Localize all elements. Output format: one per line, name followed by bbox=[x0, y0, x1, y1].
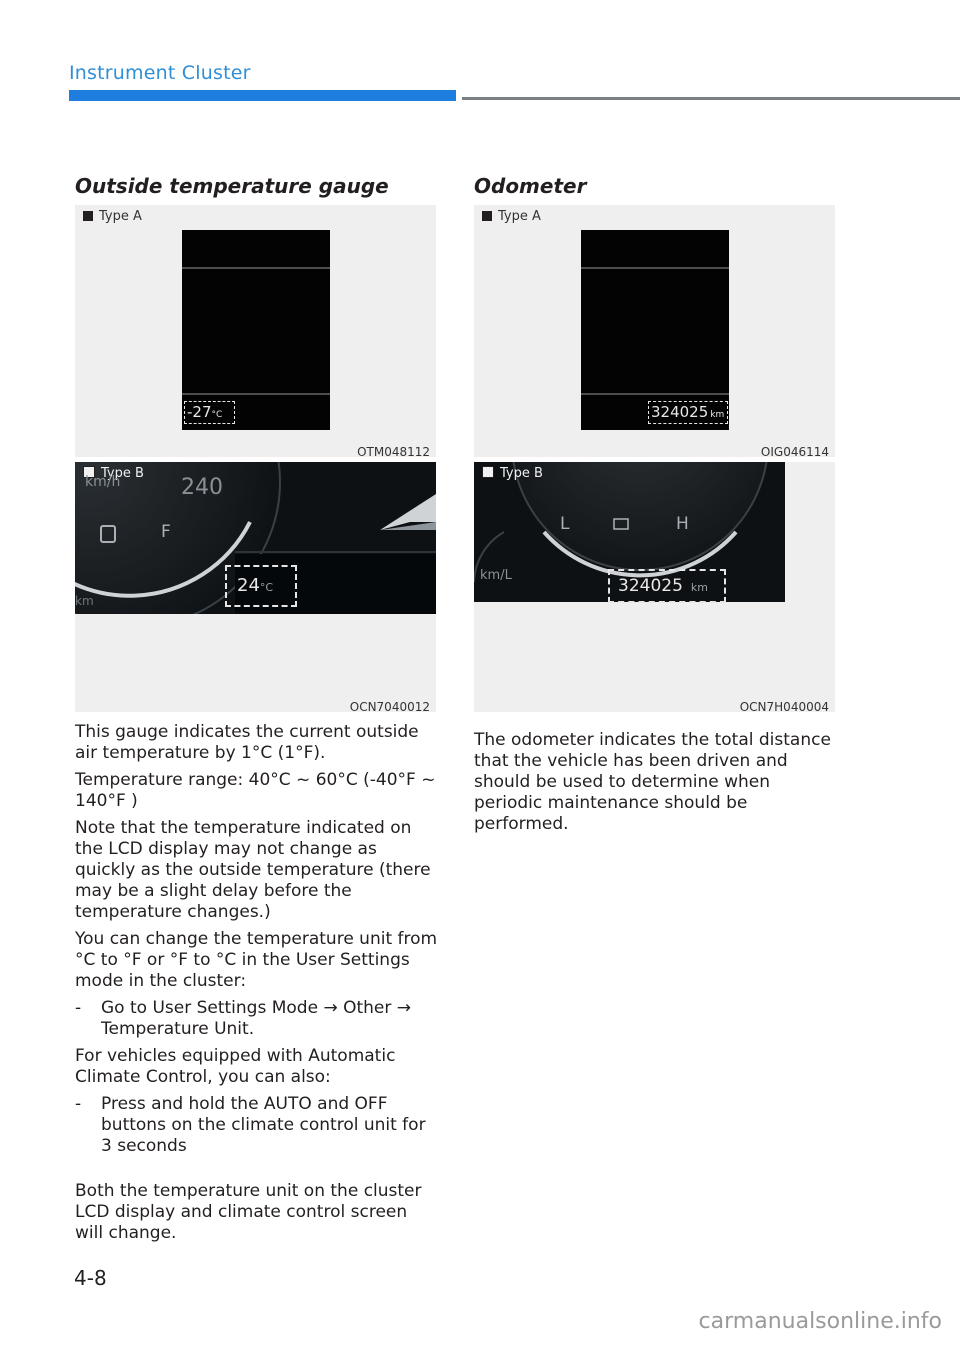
econ-unit: km/L bbox=[480, 568, 512, 583]
paragraph: Note that the temperature indicated on the LCD display may not change as quickly as the outside temperature (there may be a slight delay before the temperature changes.) bbox=[75, 818, 431, 922]
figure-code: OCN7040012 bbox=[349, 700, 430, 714]
type-a-label: Type A bbox=[482, 209, 541, 224]
figure-code: OCN7H040004 bbox=[739, 700, 829, 714]
watermark: carmanualsonline.info bbox=[698, 1309, 942, 1334]
square-bullet-icon bbox=[482, 211, 492, 221]
bullet-item: - Go to User Settings Mode → Other → Temperature Unit. bbox=[75, 998, 412, 1039]
type-b-label: Type B bbox=[83, 466, 144, 481]
header-rule-grey bbox=[462, 97, 960, 100]
odo-unit: km bbox=[75, 594, 94, 608]
odometer-description bbox=[474, 730, 834, 841]
paragraph: Temperature range: 40°C ~ 60°C (-40°F ~ 140°F ) bbox=[75, 770, 436, 811]
speed-label: 240 bbox=[181, 475, 223, 500]
speed-unit: km/h bbox=[85, 474, 121, 490]
odometer-readout: 324025 km bbox=[608, 569, 726, 603]
square-bullet-icon bbox=[83, 211, 93, 221]
figure-code: OIG046114 bbox=[760, 445, 829, 459]
header-title: Instrument Cluster bbox=[69, 62, 251, 84]
temperature-readout: 24°C bbox=[225, 565, 297, 607]
odometer-readout: 324025 km bbox=[648, 401, 728, 424]
figure-temp-type-a bbox=[75, 205, 436, 457]
figure-odo-type-b bbox=[474, 462, 835, 712]
paragraph: This gauge indicates the current outside air temperature by 1°C (1°F). bbox=[75, 722, 419, 763]
temperature-description bbox=[75, 722, 440, 1250]
figure-code: OTM048112 bbox=[357, 445, 430, 459]
lcd-screen bbox=[581, 230, 729, 430]
page-number: 4-8 bbox=[74, 1266, 107, 1290]
fuel-letter: F bbox=[161, 522, 171, 542]
paragraph: Both the temperature unit on the cluster LCD display and climate control screen will change. bbox=[75, 1181, 422, 1243]
paragraph: For vehicles equipped with Automatic Climate Control, you can also: bbox=[75, 1046, 396, 1087]
square-bullet-icon bbox=[482, 466, 494, 478]
low-letter: L bbox=[560, 514, 570, 534]
lcd-screen bbox=[182, 230, 330, 430]
high-letter: H bbox=[676, 514, 689, 534]
header-rule-blue bbox=[69, 90, 456, 101]
type-a-label: Type A bbox=[83, 209, 142, 224]
paragraph: The odometer indicates the total distance that the vehicle has been driven and should be used to determine when periodic maintenance should be performed. bbox=[474, 730, 831, 834]
figure-temp-type-b bbox=[75, 462, 436, 712]
section-title-odometer: Odometer bbox=[474, 174, 587, 198]
bullet-item: - Press and hold the AUTO and OFF buttons on the climate control unit for 3 seconds bbox=[75, 1094, 426, 1156]
figure-odo-type-a bbox=[474, 205, 835, 457]
paragraph: You can change the temperature unit from °C to °F or °F to °C in the User Settings mode in the cluster: bbox=[75, 929, 438, 991]
type-b-label: Type B bbox=[482, 466, 543, 481]
temperature-readout: -27°C bbox=[184, 401, 235, 424]
section-title-temperature: Outside temperature gauge bbox=[75, 174, 389, 198]
